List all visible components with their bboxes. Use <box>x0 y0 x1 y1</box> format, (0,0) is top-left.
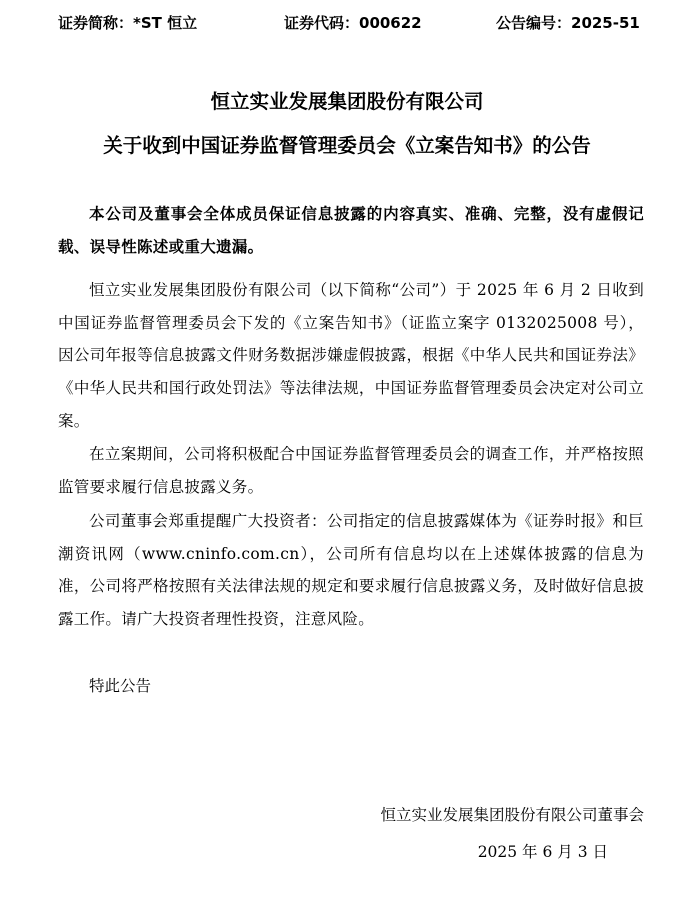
stock-abbreviation: 证券简称：*ST 恒立 <box>58 14 198 32</box>
stock-code: 证券代码：000622 <box>284 14 422 32</box>
accuracy-statement: 本公司及董事会全体成员保证信息披露的内容真实、准确、完整，没有虚假记载、误导性陈述或重大遗漏。 <box>58 205 644 256</box>
company-title: 恒立实业发展集团股份有限公司 <box>210 90 484 113</box>
document-header <box>0 12 694 36</box>
paragraph-notice-received: 恒立实业发展集团股份有限公司（以下简称“公司”）于 2025 年 6 月 2 日收到中国证券监督管理委员会下发的《立案告知书》（证监立案字 0132025008 号），因公司年报等信息披露文件财务数据涉嫌虚假披露，根据《中华人民共和国证券法》《中华人民共和国行政处罚法》等法律法规，中国证券监督管理委员会决定对公司立案。 <box>58 281 644 430</box>
paragraph-cooperation: 在立案期间，公司将积极配合中国证券监督管理委员会的调查工作，并严格按照监管要求履行信息披露义务。 <box>58 445 644 496</box>
paragraph-investor-reminder: 公司董事会郑重提醒广大投资者：公司指定的信息披露媒体为《证券时报》和巨潮资讯网（www.cninfo.com.cn），公司所有信息均以在上述媒体披露的信息为准，公司将严格按照有关法律法规的规定和要求履行信息披露义务，及时做好信息披露工作。请广大投资者理性投资，注意风险。 <box>58 512 644 629</box>
closing-remark: 特此公告 <box>89 677 152 695</box>
signature-date: 2025 年 6 月 3 日 <box>477 843 608 861</box>
announcement-title: 关于收到中国证券监督管理委员会《立案告知书》的公告 <box>103 134 591 157</box>
signature-name: 恒立实业发展集团股份有限公司董事会 <box>380 806 644 824</box>
announcement-number: 公告编号：2025-51 <box>496 14 640 32</box>
